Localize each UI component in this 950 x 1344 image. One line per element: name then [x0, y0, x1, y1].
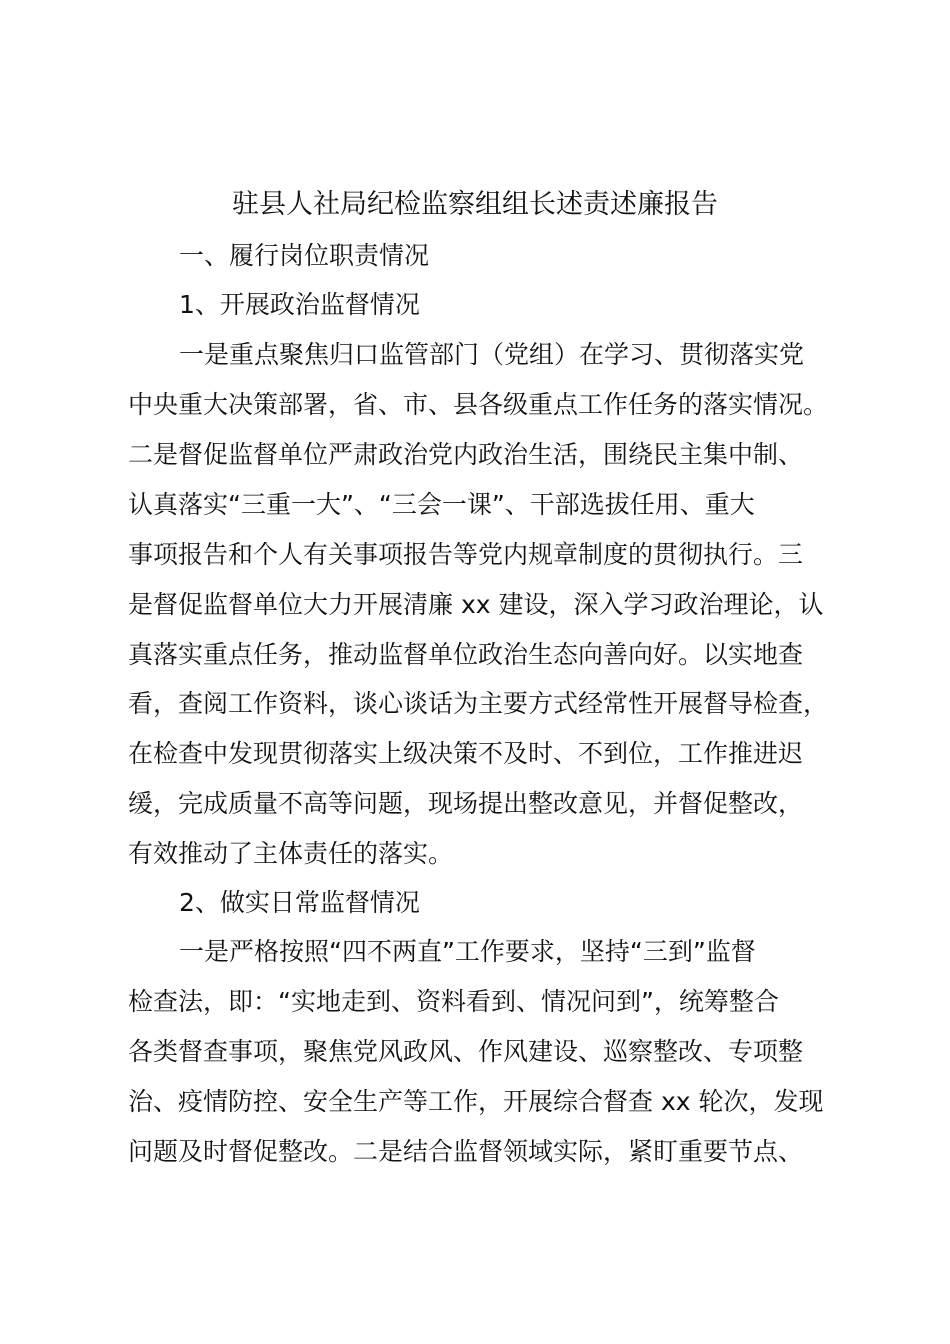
paragraph-line: 认真落实“三重一大”、“三会一课”、干部选拔任用、重大	[128, 490, 755, 519]
paragraph-line: 真落实重点任务，推动监督单位政治生态向善向好。以实地查	[128, 640, 804, 669]
paragraph-line: 二是督促监督单位严肃政治党内政治生活，围绕民主集中制、	[128, 440, 804, 469]
paragraph-line: 看，查阅工作资料，谈心谈话为主要方式经常性开展督导检查，	[128, 689, 829, 718]
paragraph-line: 一是严格按照“四不两直”工作要求，坚持“三到”监督	[179, 937, 756, 966]
paragraph-line: 在检查中发现贯彻落实上级决策不及时、不到位，工作推进迟	[128, 739, 804, 768]
paragraph-line: 治、疫情防控、安全生产等工作，开展综合督查 xx 轮次，发现	[128, 1087, 824, 1116]
paragraph-line: 各类督查事项，聚焦党风政风、作风建设、巡察整改、专项整	[128, 1037, 804, 1066]
subsection-heading-1: 1、开展政治监督情况	[179, 290, 420, 319]
paragraph-line: 缓，完成质量不高等问题，现场提出整改意见，并督促整改，	[128, 789, 804, 818]
paragraph-line: 事项报告和个人有关事项报告等党内规章制度的贯彻执行。三	[128, 540, 804, 569]
paragraph-line: 中央重大决策部署，省、市、县各级重点工作任务的落实情况。	[128, 390, 829, 419]
paragraph-line: 有效推动了主体责任的落实。	[128, 839, 454, 868]
subsection-heading-2: 2、做实日常监督情况	[179, 888, 420, 917]
paragraph-line: 检查法，即：“实地走到、资料看到、情况问到”，统筹整合	[128, 987, 779, 1016]
section-heading-1: 一、履行岗位职责情况	[179, 241, 430, 270]
document-title: 驻县人社局纪检监察组组长述责述廉报告	[232, 189, 718, 220]
paragraph-line: 一是重点聚焦归口监管部门（党组）在学习、贯彻落实党	[179, 340, 805, 369]
paragraph-line: 是督促监督单位大力开展清廉 xx 建设，深入学习政治理论，认	[128, 590, 824, 619]
paragraph-line: 问题及时督促整改。二是结合监督领域实际，紧盯重要节点、	[128, 1137, 804, 1166]
